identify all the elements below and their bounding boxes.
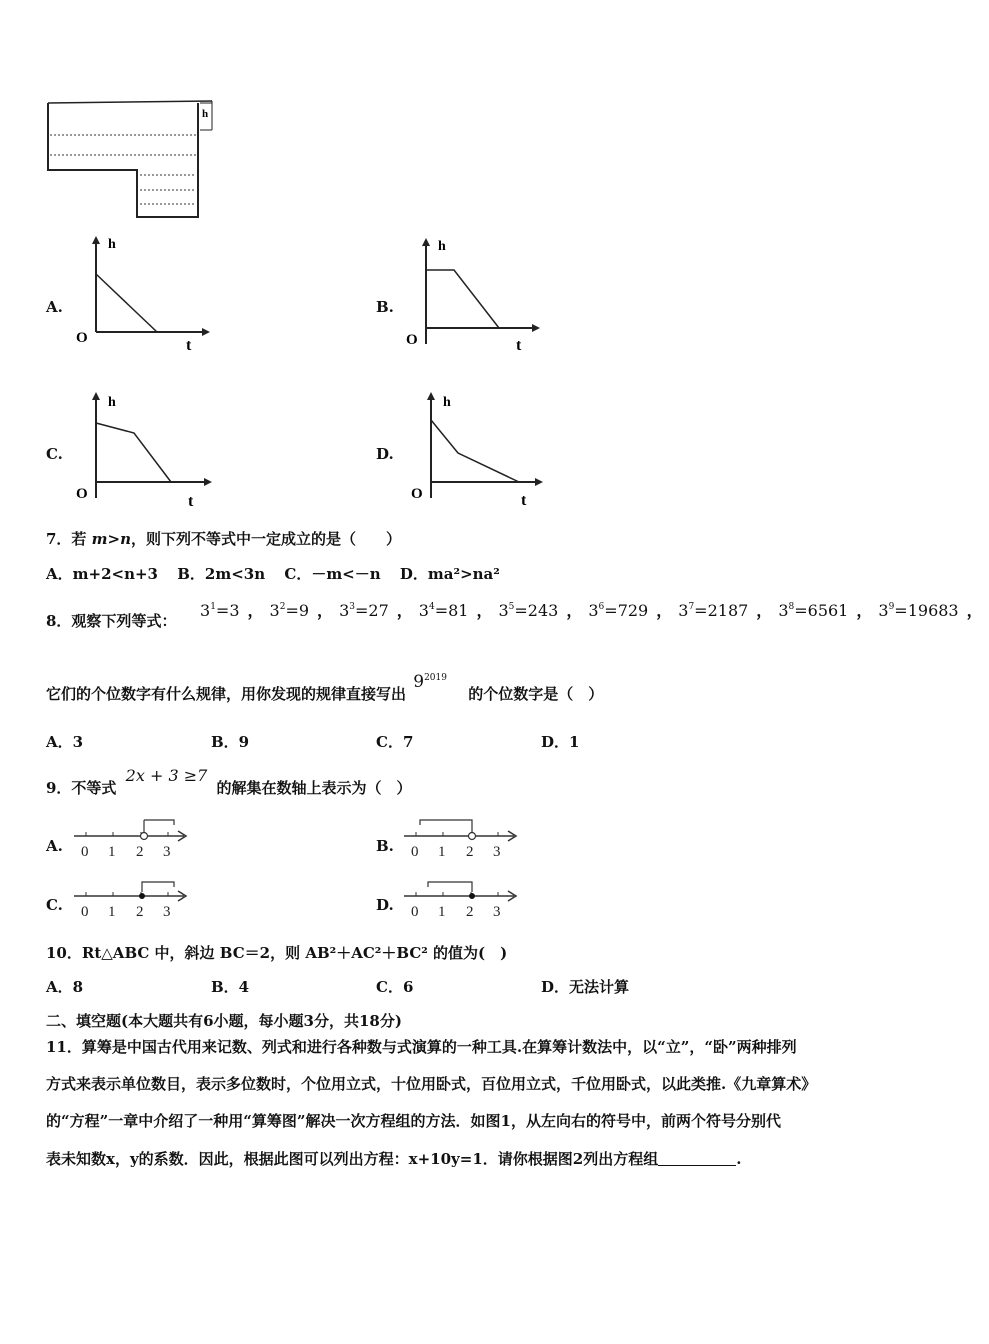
q9-numberline-a[interactable] [70,816,195,860]
tick-label: 1 [438,844,446,860]
open-point [141,833,148,840]
q8-line2 [46,672,604,704]
tick-label: 3 [163,844,171,860]
q9-numberline-b[interactable] [400,816,525,860]
separator-comma: ， [317,601,334,620]
x-axis-label: t [188,493,194,510]
q9-option-a-label[interactable]: A. [46,837,63,855]
separator-comma: ， [247,601,264,620]
power-base: 3 [418,601,429,620]
y-axis-label: h [443,395,451,410]
open-point [469,833,476,840]
q7-options [46,563,500,584]
closed-point [469,893,475,899]
power-base: 3 [200,601,211,620]
power-base: 3 [588,601,599,620]
q8-power-item [419,601,469,620]
power-exponent: 3 [349,602,355,612]
q7-stem [46,528,401,549]
q7-condition: m>n [91,530,132,548]
power-base: 3 [878,601,889,620]
q7-stem-post: ，则下列不等式中一定成立的是（ ） [131,530,402,548]
q8-option-d[interactable]: D．1 [541,733,580,751]
q6-graph-c[interactable] [70,388,220,513]
tick-label: 1 [108,844,116,860]
q6-graph-b[interactable] [400,234,550,354]
q8-power-item [270,601,310,620]
q6-graph-d[interactable] [405,388,555,513]
x-axis-label: t [516,337,522,354]
q11-line-4 [46,1148,741,1169]
power-value: =6561 [794,601,849,620]
height-label: h [202,108,209,120]
power-value: =729 [604,601,649,620]
q8-power-base: 9 [413,672,425,692]
q9-numberline-d[interactable] [400,876,525,920]
q10-option-a[interactable]: A．8 [46,978,84,996]
q7-option-a[interactable]: A．m+2<n+3 [46,565,158,583]
q8-line2-pre: 它们的个位数字有什么规律，用你发现的规律直接写出 [46,685,407,703]
tick-label: 2 [466,844,474,860]
tick-label: 0 [81,844,89,860]
origin-label: O [406,332,418,348]
separator-comma: ， [856,601,873,620]
power-exponent: 4 [428,602,435,612]
q6-option-c-label[interactable]: C. [46,445,63,463]
power-base: 3 [498,601,509,620]
origin-label: O [76,330,88,346]
power-base: 3 [778,601,789,620]
q8-power-item [339,601,389,620]
q8-power-exp: 2019 [424,673,447,683]
q8-option-b[interactable]: B．9 [211,733,250,751]
q9-option-b-label[interactable]: B. [376,837,394,855]
power-exponent: 9 [888,602,895,612]
q7-stem-pre: 7．若 [46,530,92,548]
power-exponent: 5 [508,602,515,612]
power-exponent: 7 [688,602,695,612]
power-exponent: 6 [598,602,605,612]
power-value: =81 [434,601,469,620]
q8-power-expression [413,672,447,692]
q11-line-4-text: 表未知数x，y的系数．因此，根据此图可以列出方程：x+10y=1．请你根据图2列出方程组 [46,1150,659,1168]
power-exponent: 2 [279,602,286,612]
q11-line-2: 方式来表示单位数目，表示多位数时，个位用立式，十位用卧式，百位用立式，千位用卧式，以此类推.《九章算术》 [46,1075,817,1093]
separator-comma: ， [756,601,773,620]
tick-label: 3 [493,904,501,920]
q8-power-item [588,601,648,620]
q10-stem: 10．Rt△ABC 中，斜边 BC＝2，则 AB²＋AC²＋BC² 的值为( ) [46,944,508,962]
q9-option-c-label[interactable]: C. [46,896,63,914]
power-value: =2187 [694,601,749,620]
q8-powers-list [200,598,989,621]
q10-option-b[interactable]: B．4 [211,978,250,996]
section-title: 二、填空题(本大题共有6小题，每小题3分，共18分) [46,1012,402,1030]
q10-option-c[interactable]: C．6 [376,978,414,996]
q11-line-1: 11．算筹是中国古代用来记数、列式和进行各种数与式演算的一种工具.在算筹计数法中，以“立”，“卧”两种排列 [46,1038,797,1056]
q8-option-c[interactable]: C．7 [376,733,414,751]
q6-graph-a[interactable] [70,232,220,352]
q10-option-d[interactable]: D．无法计算 [541,978,630,996]
separator-comma: ， [476,601,493,620]
y-axis-label: h [108,395,116,410]
x-axis-label: t [186,337,192,354]
power-value: =27 [354,601,389,620]
q8-option-a[interactable]: A．3 [46,733,84,751]
power-exponent: 8 [788,602,795,612]
tick-label: 0 [81,904,89,920]
separator-comma: ， [566,601,583,620]
tick-label: 2 [136,844,144,860]
x-axis-label: t [521,492,527,509]
tick-label: 0 [411,904,419,920]
q9-stem-pre: 9．不等式 [46,779,117,797]
origin-label: O [411,486,423,502]
q9-numberline-c[interactable] [70,876,195,920]
power-base: 3 [339,601,350,620]
q9-stem-post: 的解集在数轴上表示为（ ） [216,779,412,797]
q8-power-item [778,601,848,620]
q9-stem [46,766,412,798]
q8-stem: 8．观察下列等式： [46,612,177,630]
power-base: 3 [269,601,280,620]
q7-option-c[interactable]: C．－m<－n [284,565,381,583]
q8-power-item [678,601,748,620]
q8-power-item [498,601,558,620]
q7-option-d[interactable]: D．ma²>na² [399,565,500,583]
q6-option-d-label[interactable]: D. [376,445,394,463]
power-value: =9 [285,601,310,620]
q9-inequality: 2x + 3 ≥7 [125,766,208,785]
tick-label: 3 [493,844,501,860]
power-value: =243 [514,601,559,620]
power-base: 3 [678,601,689,620]
q11-line-4-end: . [736,1150,742,1168]
power-value: =3 [215,601,240,620]
origin-label: O [76,486,88,502]
closed-point [139,893,145,899]
q8-power-item [200,601,240,620]
y-axis-label: h [438,239,446,254]
tick-label: 1 [438,904,446,920]
q8-line2-post: 的个位数字是（ ） [468,685,604,703]
q9-option-d-label[interactable]: D. [376,896,394,914]
separator-comma: ， [656,601,673,620]
q11-line-3: 的“方程”一章中介绍了一种用“算筹图”解决一次方程组的方法．如图1，从左向右的符号中，前两个符号分别代 [46,1112,781,1130]
separator-comma: ， [966,601,983,620]
q7-option-b[interactable]: B．2m<3n [177,565,266,583]
power-exponent: 1 [210,602,216,612]
container-figure [40,95,220,225]
q6-option-b-label[interactable]: B. [376,298,394,316]
answer-blank[interactable] [658,1151,736,1166]
q6-option-a-label[interactable]: A. [46,298,63,316]
tick-label: 2 [136,904,144,920]
tick-label: 2 [466,904,474,920]
tick-label: 1 [108,904,116,920]
power-value: =19683 [894,601,959,620]
separator-comma: ， [396,601,413,620]
y-axis-label: h [108,237,116,252]
tick-label: 0 [411,844,419,860]
q8-power-item [878,601,958,620]
tick-label: 3 [163,904,171,920]
